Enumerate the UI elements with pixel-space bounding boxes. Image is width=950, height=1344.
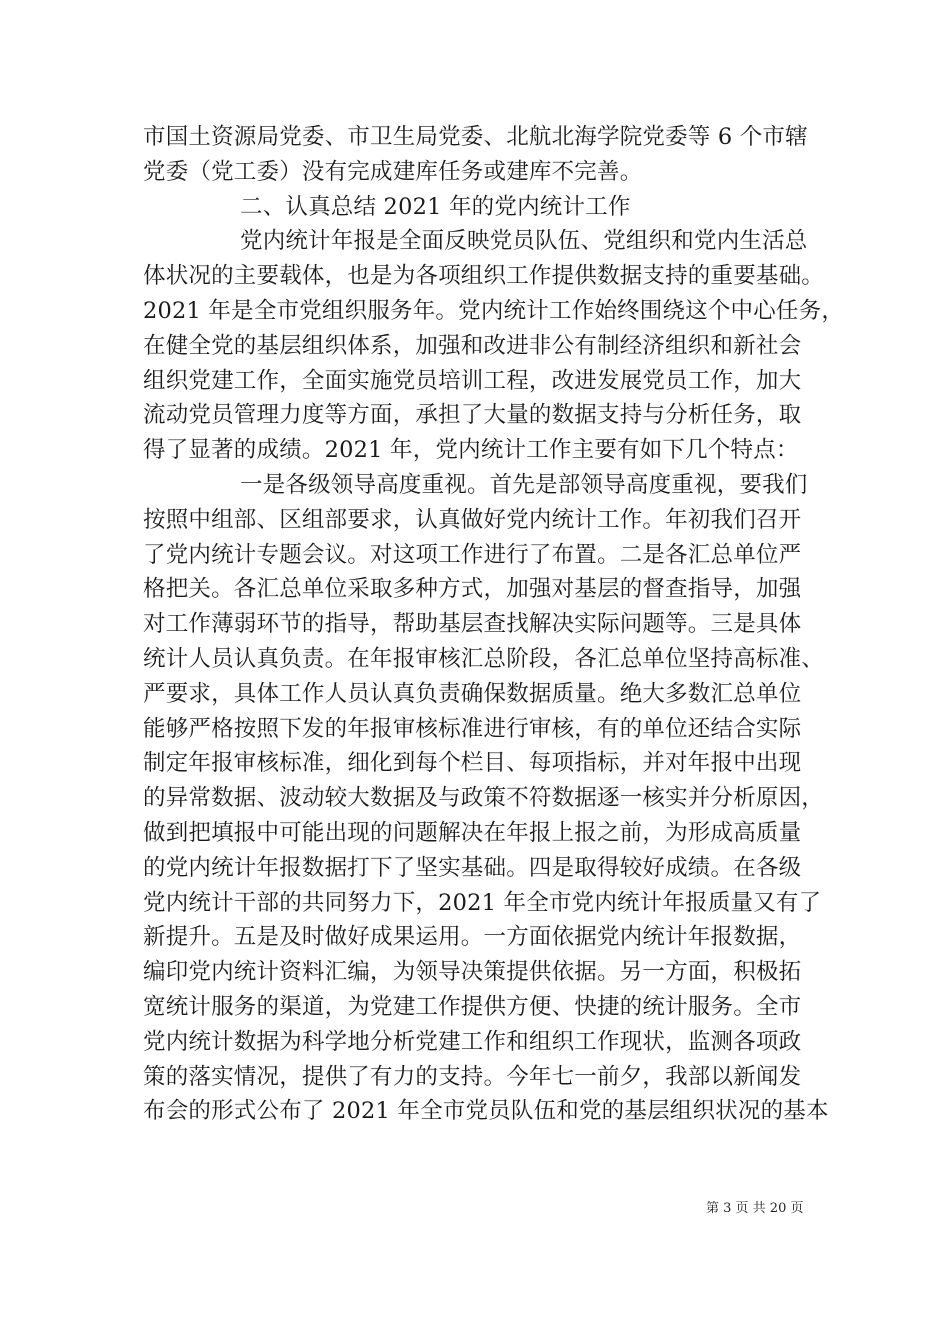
text-line: 党内统计数据为科学地分析党建工作和组织工作现状，监测各项政 xyxy=(143,1028,802,1055)
section-heading: 二、认真总结 2021 年的党内统计工作 xyxy=(240,193,631,220)
text-line: 宽统计服务的渠道，为党建工作提供方便、快捷的统计服务。全市 xyxy=(143,993,802,1020)
text-line: 能够严格按照下发的年报审核标准进行审核，有的单位还结合实际 xyxy=(143,715,802,742)
text-line: 2021 年是全市党组织服务年。党内统计工作始终围绕这个中心任务， xyxy=(143,297,845,324)
text-line: 市国土资源局党委、市卫生局党委、北航北海学院党委等 6 个市辖 xyxy=(143,124,808,150)
text-line: 严要求，具体工作人员认真负责确保数据质量。绝大多数汇总单位 xyxy=(143,680,802,707)
text-line: 党内统计年报是全面反映党员队伍、党组织和党内生活总 xyxy=(240,228,808,255)
text-line: 一是各级领导高度重视。首先是部领导高度重视，要我们 xyxy=(240,471,808,498)
page-number: 第 3 页 共 20 页 xyxy=(706,1201,804,1216)
text-line: 得了显著的成绩。2021 年，党内统计工作主要有如下几个特点： xyxy=(143,437,799,464)
text-line: 了党内统计专题会议。对这项工作进行了布置。二是各汇总单位严 xyxy=(143,541,802,568)
text-line: 新提升。五是及时做好成果运用。一方面依据党内统计年报数据， xyxy=(143,924,802,951)
text-line: 的党内统计年报数据打下了坚实基础。四是取得较好成绩。在各级 xyxy=(143,854,802,881)
text-line: 党内统计干部的共同努力下，2021 年全市党内统计年报质量又有了 xyxy=(143,889,822,916)
text-line: 流动党员管理力度等方面，承担了大量的数据支持与分析任务，取 xyxy=(143,402,802,429)
text-line: 组织党建工作，全面实施党员培训工程，改进发展党员工作，加大 xyxy=(143,367,802,394)
text-line: 做到把填报中可能出现的问题解决在年报上报之前，为形成高质量 xyxy=(143,819,802,846)
text-line: 统计人员认真负责。在年报审核汇总阶段，各汇总单位坚持高标准、 xyxy=(143,645,825,672)
text-line: 布会的形式公布了 2021 年全市党员队伍和党的基层组织状况的基本 xyxy=(143,1098,829,1125)
text-line: 的异常数据、波动较大数据及与政策不符数据逐一核实并分析原因， xyxy=(143,785,825,812)
text-line: 制定年报审核标准，细化到每个栏目、每项指标，并对年报中出现 xyxy=(143,750,802,777)
text-line: 对工作薄弱环节的指导，帮助基层查找解决实际问题等。三是具体 xyxy=(143,611,802,638)
text-line: 编印党内统计资料汇编，为领导决策提供依据。另一方面，积极拓 xyxy=(143,959,802,986)
text-line: 格把关。各汇总单位采取多种方式，加强对基层的督查指导，加强 xyxy=(143,576,802,603)
text-line: 按照中组部、区组部要求，认真做好党内统计工作。年初我们召开 xyxy=(143,506,802,533)
body-text xyxy=(143,120,845,1129)
text-line: 在健全党的基层组织体系，加强和改进非公有制经济组织和新社会 xyxy=(143,332,802,359)
text-line: 体状况的主要载体，也是为各项组织工作提供数据支持的重要基础。 xyxy=(143,263,825,290)
text-line: 党委（党工委）没有完成建库任务或建库不完善。 xyxy=(143,158,643,185)
text-line: 策的落实情况，提供了有力的支持。今年七一前夕，我部以新闻发 xyxy=(143,1063,802,1090)
